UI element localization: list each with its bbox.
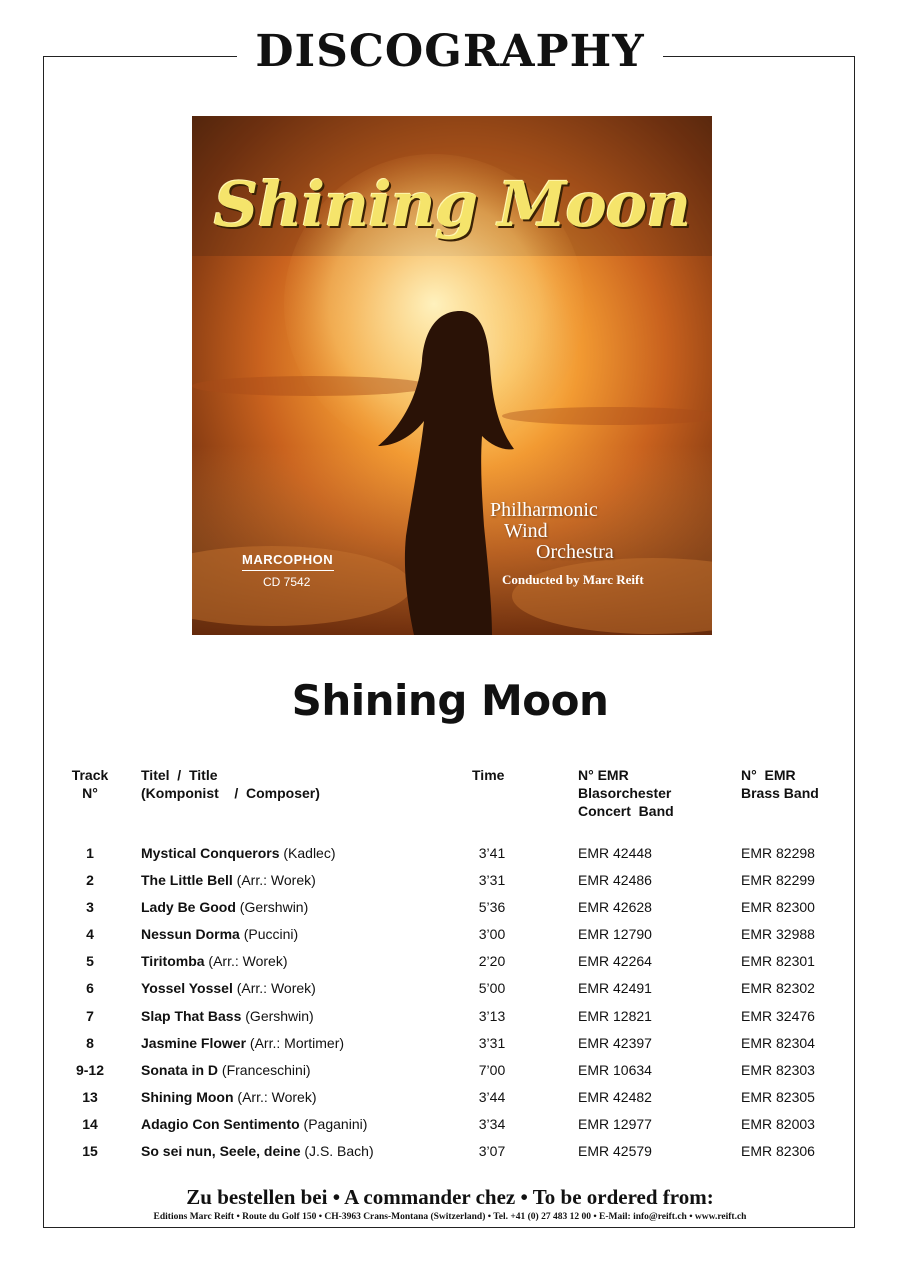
track-composer: (J.S. Bach)	[300, 1143, 374, 1160]
track-number: 7	[86, 1007, 94, 1024]
track-row	[0, 1007, 900, 1034]
track-time: 3’07	[478, 1143, 506, 1160]
track-time: 3’34	[478, 1115, 506, 1132]
track-list	[0, 844, 900, 1169]
track-row	[0, 952, 900, 979]
emr-concert-band: EMR 42482	[578, 1088, 652, 1105]
album-cover	[192, 116, 712, 635]
track-number: 2	[86, 872, 94, 889]
track-number: 4	[86, 926, 94, 943]
track-title-cell	[141, 979, 316, 997]
track-title: So sei nun, Seele, deine	[141, 1143, 301, 1160]
track-composer: (Arr.: Worek)	[233, 1088, 317, 1105]
emr-brass-band: EMR 82298	[741, 845, 815, 861]
track-time: 3’00	[478, 926, 506, 943]
header-text: Blasorchester	[578, 785, 672, 801]
album-title: Shining Moon	[291, 676, 609, 725]
track-title-cell	[141, 925, 298, 943]
header-brass-band	[741, 766, 819, 802]
track-row	[0, 979, 900, 1006]
track-row	[0, 898, 900, 925]
orchestra-line: Philharmonic	[490, 499, 598, 521]
orchestra-line: Wind	[504, 520, 548, 542]
track-row	[0, 1142, 900, 1169]
track-number: 15	[82, 1143, 98, 1160]
track-time: 3’41	[478, 845, 506, 861]
emr-concert-band: EMR 12790	[578, 926, 652, 943]
orchestra-line: Orchestra	[536, 541, 614, 563]
track-number: 1	[86, 845, 94, 861]
emr-brass-band: EMR 82305	[741, 1088, 815, 1105]
track-row	[0, 1088, 900, 1115]
header-text: N°	[82, 785, 98, 801]
track-composer: (Paganini)	[299, 1115, 368, 1132]
track-row	[0, 1061, 900, 1088]
track-title: Lady Be Good	[141, 899, 236, 916]
track-title: Slap That Bass	[141, 1007, 242, 1024]
track-row	[0, 844, 900, 871]
track-composer: (Arr.: Worek)	[232, 980, 316, 997]
track-number: 3	[86, 899, 94, 916]
track-title-cell	[141, 898, 308, 916]
track-title-cell	[141, 844, 336, 862]
track-title: Jasmine Flower	[141, 1034, 247, 1051]
emr-brass-band: EMR 82003	[741, 1115, 815, 1132]
cloud-band	[502, 407, 712, 425]
track-number: 5	[86, 953, 94, 970]
header-text: N° EMR	[578, 767, 629, 783]
emr-brass-band: EMR 82300	[741, 899, 815, 916]
emr-concert-band: EMR 12821	[578, 1007, 652, 1024]
track-title: Tiritomba	[141, 953, 205, 970]
header-text: Time	[472, 767, 505, 783]
track-title: The Little Bell	[141, 872, 233, 889]
header-text: Concert Band	[578, 803, 674, 819]
order-line: Zu bestellen bei • A commander chez • To be ordered from:	[186, 1185, 714, 1209]
header-text: Track	[71, 767, 109, 783]
track-row	[0, 1115, 900, 1142]
emr-brass-band: EMR 32988	[741, 926, 815, 943]
track-row	[0, 871, 900, 898]
track-row	[0, 1034, 900, 1061]
emr-brass-band: EMR 32476	[741, 1007, 815, 1024]
emr-concert-band: EMR 42264	[578, 953, 652, 970]
track-time: 3’31	[478, 872, 506, 889]
track-composer: (Franceschini)	[218, 1061, 311, 1078]
header-text: Brass Band	[741, 785, 819, 801]
emr-brass-band: EMR 82306	[741, 1143, 815, 1160]
emr-concert-band: EMR 10634	[578, 1061, 652, 1078]
record-label-logo: MARCOPHON	[242, 552, 334, 567]
header-concert-band	[578, 766, 674, 820]
track-title: Sonata in D	[141, 1061, 219, 1078]
track-title-cell	[141, 1088, 317, 1106]
track-title-cell	[141, 1142, 374, 1160]
header-text: Titel / Title	[141, 767, 218, 783]
header-text: N° EMR	[741, 767, 796, 783]
emr-concert-band: EMR 42397	[578, 1034, 652, 1051]
publisher-address: Editions Marc Reift • Route du Golf 150 • CH-3963 Crans-Montana (Switzerland) • Tel. +41 (0) 27 483 12 00 • E-Mail: info@reift.ch • www.reift.ch	[153, 1212, 747, 1222]
emr-concert-band: EMR 12977	[578, 1115, 652, 1132]
track-time: 3’31	[478, 1034, 506, 1051]
track-title-cell	[141, 1115, 367, 1133]
label-underline	[242, 570, 334, 571]
emr-brass-band: EMR 82304	[741, 1034, 815, 1051]
header-track	[60, 766, 120, 802]
emr-brass-band: EMR 82299	[741, 872, 815, 889]
track-title: Adagio Con Sentimento	[141, 1115, 300, 1132]
track-number: 14	[82, 1115, 98, 1132]
track-composer: (Arr.: Worek)	[204, 953, 288, 970]
page-heading	[0, 26, 900, 77]
header-time	[472, 766, 504, 784]
emr-concert-band: EMR 42628	[578, 899, 652, 916]
track-title: Nessun Dorma	[141, 926, 240, 943]
cloud-band	[192, 376, 432, 396]
emr-concert-band: EMR 42579	[578, 1143, 652, 1160]
track-title-cell	[141, 1007, 314, 1025]
track-time: 5’00	[478, 980, 506, 997]
track-title-cell	[141, 952, 288, 970]
header-title	[141, 766, 320, 802]
track-row	[0, 925, 900, 952]
track-number: 6	[86, 980, 94, 997]
track-composer: (Gershwin)	[241, 1007, 314, 1024]
orchestra-name	[490, 500, 614, 563]
track-composer: (Gershwin)	[235, 899, 309, 916]
emr-brass-band: EMR 82303	[741, 1061, 815, 1078]
discography-title: DISCOGRAPHY	[237, 26, 662, 77]
track-number: 9-12	[75, 1061, 105, 1078]
track-composer: (Arr.: Mortimer)	[246, 1034, 345, 1051]
emr-concert-band: EMR 42486	[578, 872, 652, 889]
cover-title: Shining Moon	[213, 168, 691, 241]
track-composer: (Puccini)	[239, 926, 299, 943]
emr-concert-band: EMR 42448	[578, 845, 652, 861]
track-title: Shining Moon	[141, 1088, 234, 1105]
track-number: 8	[86, 1034, 94, 1051]
catalog-number: CD 7542	[263, 575, 311, 589]
track-title-cell	[141, 1061, 311, 1079]
track-title-cell	[141, 1034, 344, 1052]
track-time: 2’20	[478, 953, 506, 970]
track-composer: (Kadlec)	[279, 845, 336, 861]
track-title: Mystical Conquerors	[141, 845, 280, 861]
track-time: 5’36	[478, 899, 506, 916]
track-time: 7’00	[478, 1061, 506, 1078]
track-title: Yossel Yossel	[141, 980, 233, 997]
track-composer: (Arr.: Worek)	[232, 872, 316, 889]
track-time: 3’44	[478, 1088, 506, 1105]
track-title-cell	[141, 871, 316, 889]
conductor-credit: Conducted by Marc Reift	[502, 572, 644, 587]
header-text: (Komponist / Composer)	[141, 785, 320, 801]
emr-concert-band: EMR 42491	[578, 980, 652, 997]
emr-brass-band: EMR 82302	[741, 980, 815, 997]
track-time: 3’13	[478, 1007, 506, 1024]
track-number: 13	[82, 1088, 98, 1105]
emr-brass-band: EMR 82301	[741, 953, 815, 970]
